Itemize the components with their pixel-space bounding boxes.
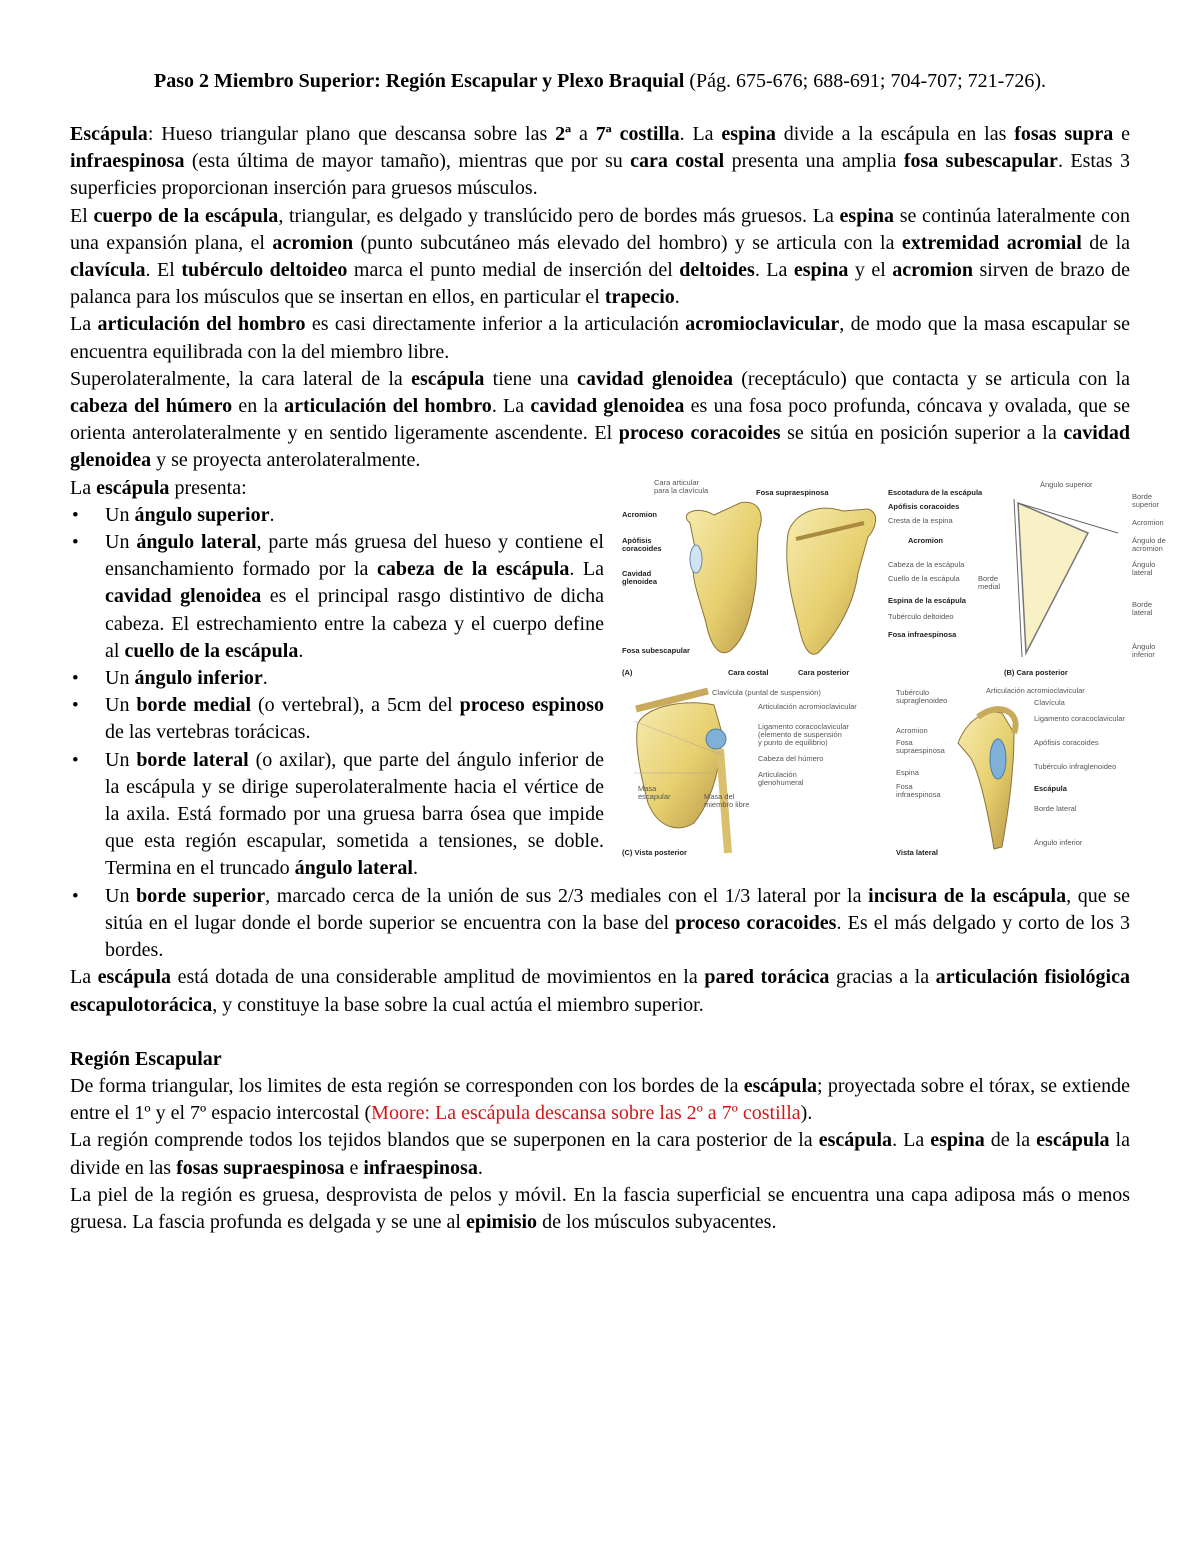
bold-term: fosas supra [1014,123,1114,145]
text-run: e [1113,123,1130,145]
bold-term: espina [793,259,849,282]
list-item [70,502,1130,529]
text-run: La región comprende todos los tejidos blandos que se superponen en la cara posterior de la [70,1129,819,1152]
text-run: , triangular, es delgado y translúcido pero de bordes más gruesos. La [278,204,840,227]
fig-label: Borde [1132,491,1153,501]
text-run: se sitúa en posición superior a la [780,422,1064,445]
text-run: (o axilar), que parte del ángulo inferior de la escápula y se dirige superolateralmente hacia el vértice de la axila. Está formado por una gruesa barra ósea que impide que esta región escapular, sometida a tensiones, se doble. Termina en el truncado [105,748,604,880]
text-run: . La [754,259,794,282]
fig-label: Clavícula [1034,697,1065,707]
bold-term: infraespinosa [363,1156,478,1179]
text-run: De forma triangular, los limites de esta región se corresponden con los bordes de la [70,1074,744,1097]
fig-label: Ángulo [1132,641,1156,651]
list-item [70,692,1130,746]
fig-label: miembro libre [704,799,750,809]
fig-label: Borde [978,573,999,583]
fig-label: superior [1132,499,1160,509]
fig-label: lateral [1132,567,1153,577]
fig-label: Ángulo de [1132,535,1166,545]
text-run: Un [105,748,137,771]
fig-label: Articulación acromioclavicular [986,685,1085,695]
bold-term: acromion [272,231,354,254]
bold-term: acromioclavicular [685,313,840,336]
bold-term: tubérculo deltoideo [181,259,348,282]
bold-term: 7ª costilla [595,123,680,145]
fig-label: Acromion [622,509,658,519]
fig-label: Ángulo superior [1040,479,1093,489]
bold-term: borde superior [136,884,266,907]
text-run: y se proyecta anterolateralmente. [151,449,421,472]
paragraph-region-limites [70,1073,1130,1127]
text-run: : Hueso triangular plano que descansa sobre las [147,123,556,145]
bold-term: cabeza de la escápula [376,558,570,581]
bold-term: escápula [96,476,170,499]
bold-term: escápula [97,966,172,989]
text-run: de la [1081,231,1131,254]
text-run: Un [105,667,135,690]
text-run: , y constituye la base sobre la cual actúa el miembro superior. [212,993,704,1016]
text-run: se continúa lateralmente con una expansión plana, el [70,204,1130,254]
fig-label: infraespinosa [896,789,941,799]
text-run: sirven de brazo de palanca para los músculos que se insertan en ellos, en particular el [70,259,1131,309]
text-run: La [70,476,97,499]
bold-term: espina [839,204,894,227]
bold-term: ángulo inferior [134,667,263,690]
fig-label: glenoidea [622,576,658,586]
bold-term: escápula [1036,1129,1110,1152]
bold-term: Escápula [70,123,148,145]
text-run: (punto subcutáneo más elevado del hombro) y se articula con la [353,231,902,254]
fig-label: (C) Vista posterior [622,847,687,857]
text-run: , de modo que la masa escapular se encuentra equilibrada con la del miembro libre. [70,313,1131,363]
text-run: (receptáculo) que contacta y se articula con la [733,367,1130,390]
text-run: . La [892,1129,931,1152]
bold-term: cavidad glenoidea [576,367,733,390]
fig-label: inferior [1132,649,1155,659]
title-pages: (Pág. 675-676; 688-691; 704-707; 721-726). [684,70,1046,92]
text-run: ; proyectada sobre el tórax, se extiende entre el 1º y el 7º espacio intercostal ( [70,1074,1130,1125]
paragraph-movimientos [70,964,1130,1018]
fig-label: Tubérculo deltoideo [888,611,954,621]
text-run: presenta: [169,476,247,499]
document-page [70,68,1166,1236]
text-run: La piel de la región es gruesa, desprovista de pelos y móvil. En la fascia superficial se encuentra una capa adiposa más o menos gruesa. La fascia profunda es delgada y se une al [70,1183,1130,1233]
text-run: (o vertebral), a 5cm del [251,694,460,717]
paragraph-articulacion [70,311,1130,365]
bold-term: trapecio [604,286,675,309]
fig-label: Espina [896,767,919,777]
bold-term: cavidad glenoidea [70,422,1131,472]
text-run: . [477,1156,483,1179]
fig-label: Cara costal [728,667,769,677]
bold-term: cabeza del húmero [70,395,233,418]
fig-label: Acromion [908,535,944,545]
text-run: . El [145,259,182,282]
bold-term: proceso espinoso [459,694,604,717]
fig-label: Cresta de la espina [888,515,953,525]
text-run: es el principal rasgo distintivo de dicha cabeza. El estrechamiento entre la cabeza y el cuerpo define al [105,585,604,662]
fig-label: Cabeza del húmero [758,753,824,763]
text-run: . [262,667,268,690]
bold-term: espina [721,123,776,145]
text-run: en la [232,395,285,418]
bold-term: pared torácica [704,966,830,989]
text-run: . La [491,395,531,418]
fig-label: (elemento de suspensión [758,729,842,739]
fig-label: Ángulo inferior [1034,837,1083,847]
fig-label: Masa [638,783,657,793]
fig-label: Cavidad [622,568,652,578]
fig-label: glenohumeral [758,777,804,787]
bold-term: escápula [743,1074,818,1097]
fig-label: supraespinosa [896,745,945,755]
fig-label: Cabeza de la escápula [888,559,965,569]
fig-label: (B) Cara posterior [1004,667,1068,677]
paragraph-cuerpo [70,203,1130,312]
fig-label: Cara posterior [798,667,850,677]
text-run: y el [848,259,893,282]
fig-label: Fosa supraespinosa [756,487,829,497]
fig-label: Fosa [896,737,913,747]
fig-label: Fosa [896,781,913,791]
text-run: . La [679,123,722,145]
text-run: . [674,286,680,309]
fig-label: Tubérculo [896,687,930,697]
fig-label: Cuello de la escápula [888,573,960,583]
fig-label: para la clavícula [654,485,709,495]
bold-term: ángulo lateral [294,857,413,880]
list-item [70,883,1130,965]
fig-label: y punto de equilibrio) [758,737,828,747]
text-run: la divide en las [70,1129,1130,1179]
bold-term: cavidad glenoidea [105,585,262,608]
section-heading: Región Escapular [70,1047,222,1070]
text-run: Superolateralmente, la cara lateral de la [70,367,412,390]
text-run: El [70,204,94,227]
fig-label: Tubérculo infraglenoideo [1034,761,1117,771]
fig-label: Clavícula (puntal de suspensión) [712,687,821,697]
fig-label: acromion [1132,543,1163,553]
bold-term: borde lateral [136,748,249,771]
text-run: está dotada de una considerable amplitud de movimientos en la [171,966,705,989]
scapula-features-list [70,502,1130,964]
text-run: La [70,313,98,336]
bold-term: escápula [818,1129,893,1152]
fig-label: Articulación [758,769,797,779]
text-run: . Es el más delgado y corto de los 3 bordes. [105,911,1130,962]
bold-term: ángulo superior [134,503,270,526]
fig-label: Apófisis [622,535,652,545]
fig-label: Masa del [704,791,735,801]
text-run: Un [105,884,137,907]
bold-term: articulación del hombro [284,395,492,418]
bold-term: ángulo lateral [136,531,257,554]
red-note: Moore: La escápula descansa sobre las 2º a 7º costilla [371,1102,801,1125]
text-run: Un [105,694,137,717]
text-run: presenta una amplia [724,150,904,173]
text-run: es casi directamente inferior a la articulación [305,313,686,336]
fig-label: (A) [622,667,633,677]
text-run: . La [569,558,605,581]
bold-term: proceso coracoides [618,422,781,445]
list-item [70,747,1130,883]
bold-term: deltoides [679,259,755,282]
text-run: de la [984,1129,1037,1152]
bold-term: articulación del hombro [97,313,306,336]
paragraph-region-tejidos [70,1127,1130,1181]
list-item [70,665,1130,692]
text-run: (esta última de mayor tamaño), mientras que por su [184,150,631,173]
text-run: ). [800,1102,813,1125]
fig-label: medial [978,581,1001,591]
fig-label: Escápula [1034,783,1067,793]
fig-label: coracoides [622,543,662,553]
bold-term: infraespinosa [70,150,185,173]
fig-label: Escotadura de la escápula [888,487,983,497]
bold-term: articulación fisiológica escapulotorácica [70,966,1130,1016]
fig-label: Apófisis coracoides [1034,737,1099,747]
text-run: Un [105,503,135,526]
bold-term: incisura de la escápula [868,884,1067,907]
text-run: , que se sitúa en el lugar donde el borde superior se encuentra con la base del [105,884,1131,934]
text-run: gracias a la [829,966,936,989]
text-run: , marcado cerca de la unión de sus 2/3 mediales con el 1/3 lateral por la [265,884,869,907]
text-run: es una fosa poco profunda, cóncava y ovalada, que se orienta anterolateralmente y en sentido ligeramente ascendente. El [70,395,1131,445]
fig-label: Acromion [1132,517,1164,527]
fig-label: Cara articular [654,477,700,487]
bold-term: 2ª [555,123,572,145]
list-item [70,529,1130,665]
bold-term: fosas supraespinosa [176,1156,345,1179]
text-run: La [70,966,98,989]
title-bold: Paso 2 Miembro Superior: Región Escapular y Plexo Braquial [153,70,685,92]
fig-label: Fosa infraespinosa [888,629,957,639]
fig-label: Borde lateral [1034,803,1077,813]
bold-term: espina [930,1129,985,1152]
bold-term: cavidad glenoidea [530,395,685,418]
text-run: . [269,503,275,526]
text-run: . [298,639,304,662]
fig-label: Fosa subescapular [622,645,690,655]
bold-term: extremidad acromial [901,231,1082,254]
fig-label: Ángulo [1132,559,1156,569]
fig-label: Borde [1132,599,1153,609]
text-run: a [571,123,596,145]
text-run: . Estas 3 superficies proporcionan inserción para gruesos músculos. [70,150,1130,200]
fig-label: Ligamento coracoclavicular [758,721,849,731]
bold-term: fosa subescapular [903,150,1058,173]
bold-term: epimisio [465,1210,538,1233]
bold-term: clavícula [70,259,146,282]
fig-label: Articulación acromioclavicular [758,701,857,711]
bold-term: cara costal [630,150,725,173]
fig-label: escapular [638,791,671,801]
fig-label: lateral [1132,607,1153,617]
fig-label: Acromion [896,725,928,735]
bold-term: cuello de la escápula [124,639,299,662]
paragraph-region-piel [70,1182,1130,1236]
fig-label: supraglenoideo [896,695,948,705]
document-title [70,68,1130,95]
text-run: divide a la escápula en las [775,123,1015,145]
bold-term: acromion [892,259,973,282]
bold-term: escápula [411,367,485,390]
bold-term: borde medial [136,694,252,717]
fig-label: Ligamento coracoclavicular [1034,713,1125,723]
paragraph-cavidad [70,366,1130,475]
fig-label: Apófisis coracoides [888,501,960,511]
fig-label: Vista lateral [896,847,938,857]
bold-term: cuerpo de la escápula [93,204,279,227]
text-run: . [412,857,418,880]
paragraph-escapula [70,121,1130,203]
text-run: de los músculos subyacentes. [537,1210,777,1233]
fig-label: Espina de la escápula [888,595,966,605]
text-run: marca el punto medial de inserción del [347,259,680,282]
text-run: e [344,1156,364,1179]
text-run: , parte más gruesa del hueso y contiene el ensanchamiento formado por la [105,531,604,581]
text-run: de las vertebras torácicas. [105,721,311,744]
bold-term: proceso coracoides [675,911,837,934]
text-run: tiene una [484,367,577,390]
text-run: Un [105,531,137,554]
